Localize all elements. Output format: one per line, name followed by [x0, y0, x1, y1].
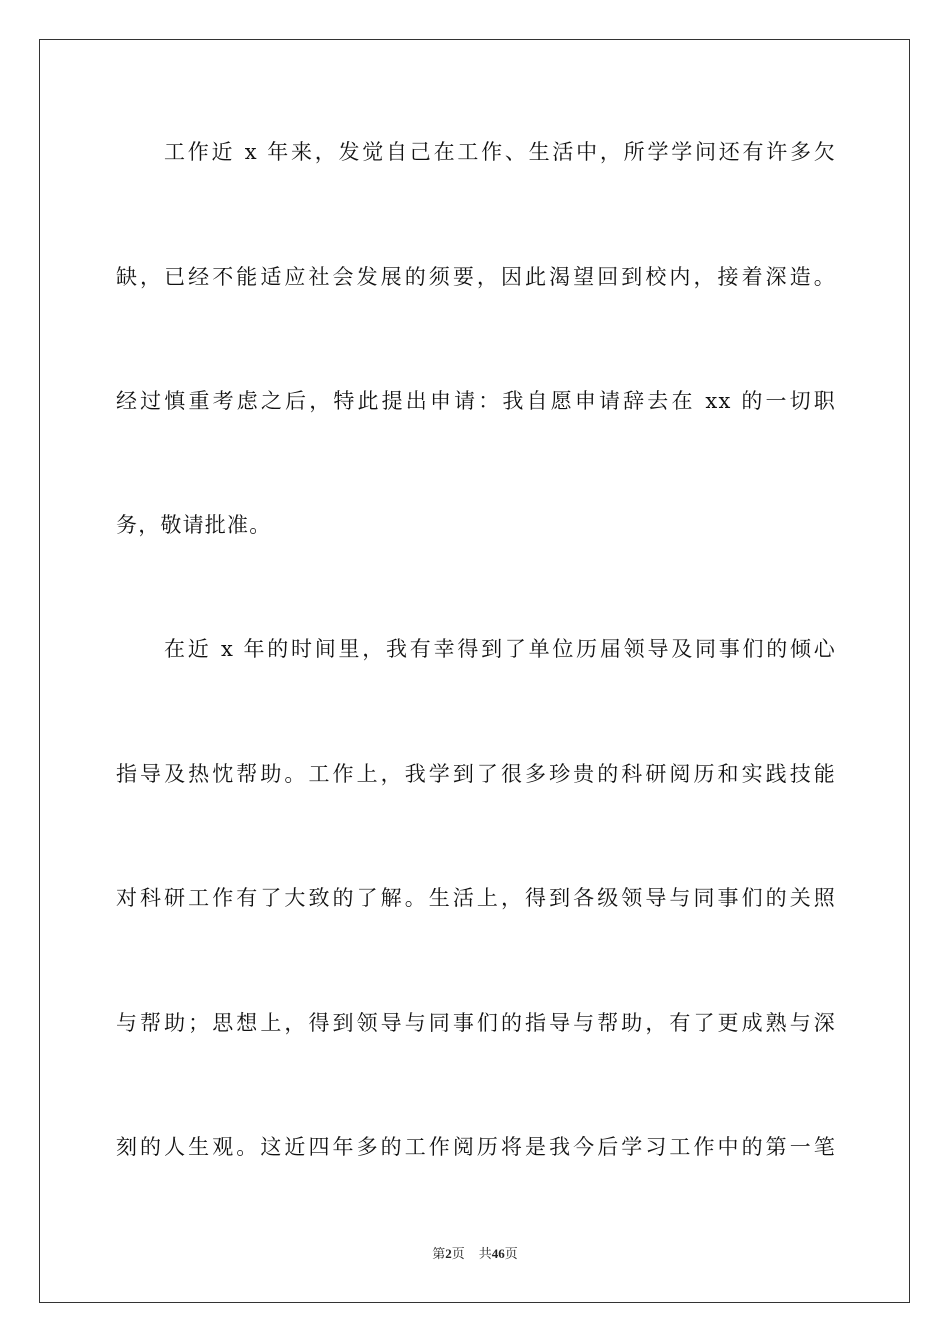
paragraph-1-line-4: 务，敬请批准。 — [116, 513, 272, 537]
paragraph-2-line-1: 在近 x 年的时间里，我有幸得到了单位历届领导及同事们的倾心 — [164, 637, 836, 661]
total-suffix: 页 — [504, 1247, 518, 1262]
paragraph-1-line-2: 缺，已经不能适应社会发展的须要，因此渴望回到校内，接着深造。 — [116, 265, 836, 289]
page-number: 2 — [445, 1246, 452, 1261]
page-suffix: 页 — [451, 1247, 465, 1262]
page-border — [39, 39, 910, 1303]
total-prefix: 共 — [478, 1247, 492, 1262]
paragraph-2-line-2: 指导及热忱帮助。工作上，我学到了很多珍贵的科研阅历和实践技能 — [116, 762, 836, 786]
page-prefix: 第 — [432, 1247, 446, 1262]
paragraph-2-line-4: 与帮助；思想上，得到领导与同事们的指导与帮助，有了更成熟与深 — [116, 1011, 836, 1035]
paragraph-2-line-3: 对科研工作有了大致的了解。生活上，得到各级领导与同事们的关照 — [116, 886, 836, 910]
paragraph-2-line-5: 刻的人生观。这近四年多的工作阅历将是我今后学习工作中的第一笔 — [116, 1135, 836, 1159]
paragraph-1-line-3: 经过慎重考虑之后，特此提出申请：我自愿申请辞去在 xx 的一切职 — [116, 389, 836, 413]
page-footer — [0, 1245, 950, 1264]
total-pages: 46 — [491, 1246, 505, 1261]
paragraph-1-line-1: 工作近 x 年来，发觉自己在工作、生活中，所学学问还有许多欠 — [164, 140, 836, 164]
